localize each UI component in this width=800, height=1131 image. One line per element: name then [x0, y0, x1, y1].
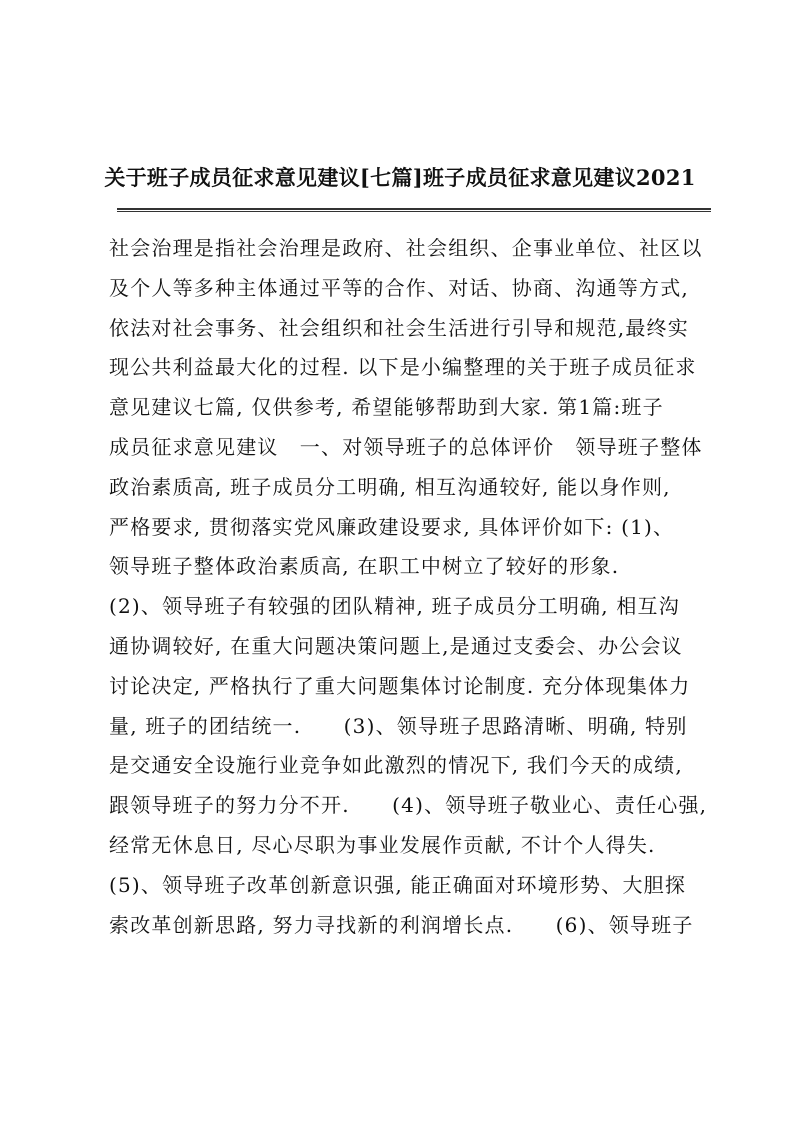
body-line: 量, 班子的团结统一. (3)、领导班子思路清晰、明确, 特别 — [109, 713, 688, 738]
body-line: 成员征求意见建议 一、对领导班子的总体评价 领导班子整体 — [109, 434, 703, 459]
body-line: 意见建议七篇, 仅供参考, 希望能够帮助到大家. 第1篇:班子 — [109, 395, 664, 420]
document-title: 关于班子成员征求意见建议[七篇]班子成员征求意见建议2021 — [104, 165, 696, 190]
body-line: (5)、领导班子改革创新意识强, 能正确面对环境形势、大胆探 — [109, 872, 687, 897]
body-line: 及个人等多种主体通过平等的合作、对话、协商、沟通等方式, — [109, 275, 689, 300]
body-line: 索改革创新思路, 努力寻找新的利润增长点. (6)、领导班子 — [109, 912, 694, 937]
body-line: 经常无休息日, 尽心尽职为事业发展作贡献, 不计个人得失. — [109, 832, 656, 857]
document-body — [109, 229, 714, 945]
body-line: 现公共利益最大化的过程. 以下是小编整理的关于班子成员征求 — [109, 355, 697, 380]
body-line: 社会治理是指社会治理是政府、社会组织、企事业单位、社区以 — [109, 236, 703, 260]
body-line: 是交通安全设施行业竞争如此激烈的情况下, 我们今天的成绩, — [109, 753, 683, 778]
title-divider — [117, 208, 711, 212]
body-line: 讨论决定, 严格执行了重大问题集体讨论制度. 充分体现集体力 — [109, 673, 691, 698]
body-line: 跟领导班子的努力分不开. (4)、领导班子敬业心、责任心强, — [109, 793, 708, 818]
body-line: 依法对社会事务、社会组织和社会生活进行引导和规范,最终实 — [109, 315, 689, 340]
body-line: 政治素质高, 班子成员分工明确, 相互沟通较好, 能以身作则, — [109, 474, 671, 499]
body-line: 通协调较好, 在重大问题决策问题上,是通过支委会、办公会议 — [109, 633, 683, 658]
body-line: 严格要求, 贯彻落实党风廉政建设要求, 具体评价如下: (1)、 — [109, 514, 675, 539]
body-line: 领导班子整体政治素质高, 在职工中树立了较好的形象. — [109, 554, 620, 579]
body-line: (2)、领导班子有较强的团队精神, 班子成员分工明确, 相互沟 — [109, 594, 680, 619]
